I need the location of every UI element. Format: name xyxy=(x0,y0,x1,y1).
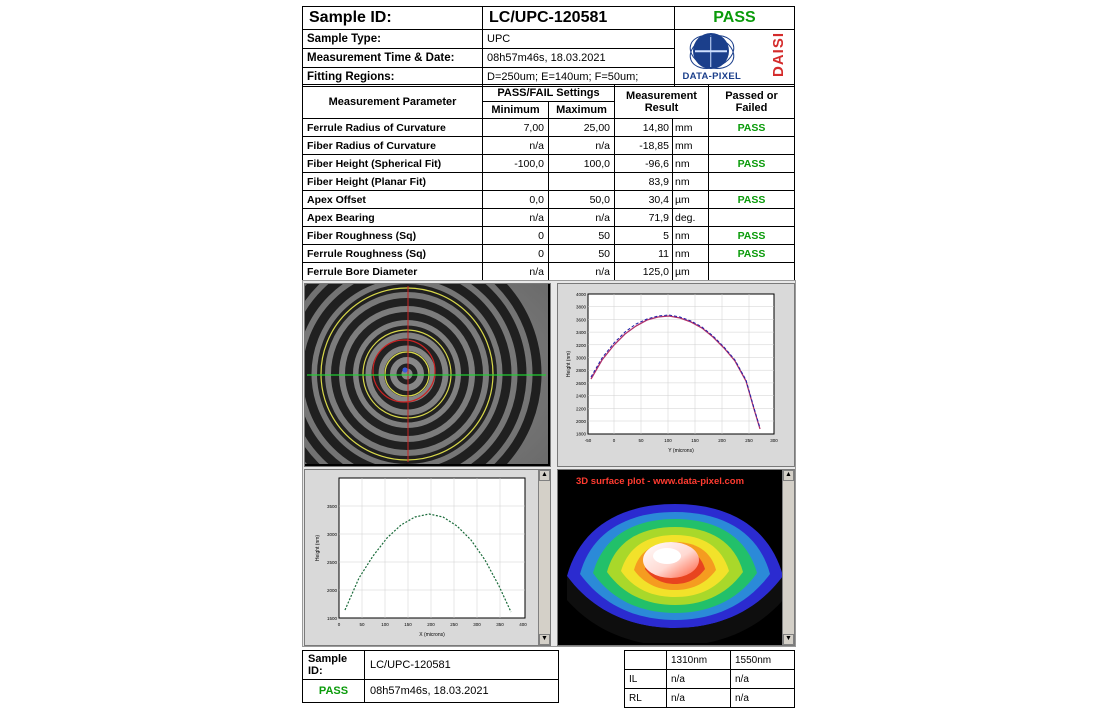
row-max: 25,00 xyxy=(549,119,615,137)
svg-text:3800: 3800 xyxy=(575,304,586,310)
surface-3d-panel[interactable] xyxy=(557,469,795,646)
y-profile-chart xyxy=(558,284,792,464)
svg-text:200: 200 xyxy=(718,438,726,443)
scroll-up-arrow[interactable]: ▲ xyxy=(783,470,794,481)
footer-sample-id-label: Sample ID: xyxy=(303,651,365,680)
footer-status-badge: PASS xyxy=(303,680,365,703)
row-result: 125,0 xyxy=(615,263,673,281)
rl-1310: n/a xyxy=(667,689,731,708)
row-status xyxy=(709,173,795,191)
il-1310: n/a xyxy=(667,670,731,689)
interferogram-image xyxy=(305,284,550,466)
loss-row-il xyxy=(625,670,795,689)
row-status xyxy=(709,263,795,281)
x-panel-vscrollbar[interactable] xyxy=(538,470,550,645)
row-parameter: Ferrule Bore Diameter xyxy=(303,263,483,281)
sample-type-label: Sample Type: xyxy=(303,30,483,49)
table-row xyxy=(303,155,795,173)
overall-status-badge: PASS xyxy=(675,7,795,30)
row-unit: mm xyxy=(673,119,709,137)
y-chart-ylabel: Height (nm) xyxy=(566,350,572,378)
report-header xyxy=(302,6,794,87)
row-unit: mm xyxy=(673,137,709,155)
row-status: PASS xyxy=(709,191,795,209)
svg-text:150: 150 xyxy=(691,438,699,443)
svg-text:100: 100 xyxy=(664,438,672,443)
footer-loss-table xyxy=(624,650,794,708)
table-row xyxy=(303,245,795,263)
row-parameter: Fiber Roughness (Sq) xyxy=(303,227,483,245)
x-profile-chart xyxy=(305,470,548,643)
svg-text:1500: 1500 xyxy=(326,616,337,621)
table-row xyxy=(303,191,795,209)
svg-text:3400: 3400 xyxy=(575,330,586,336)
surface-panel-vscrollbar[interactable] xyxy=(782,470,794,645)
svg-text:400: 400 xyxy=(519,622,527,627)
row-status: PASS xyxy=(709,245,795,263)
sample-id-value: LC/UPC-120581 xyxy=(483,7,675,30)
fitting-regions-value: D=250um; E=140um; F=50um; xyxy=(483,68,675,87)
svg-text:0: 0 xyxy=(612,438,616,443)
loss-corner-cell xyxy=(625,651,667,670)
interferogram-panel[interactable] xyxy=(304,283,551,467)
svg-text:300: 300 xyxy=(473,622,481,627)
rl-1550: n/a xyxy=(731,689,795,708)
row-result: -96,6 xyxy=(615,155,673,173)
svg-text:0: 0 xyxy=(337,622,341,627)
orbit2-icon xyxy=(684,29,738,75)
svg-text:-50: -50 xyxy=(584,438,592,443)
row-min: 0,0 xyxy=(483,191,549,209)
footer-sample-id-value: LC/UPC-120581 xyxy=(365,651,559,680)
plot3d-title: 3D surface plot - www.data-pixel.com xyxy=(576,476,745,487)
svg-text:2400: 2400 xyxy=(575,393,586,399)
svg-text:3000: 3000 xyxy=(575,355,586,361)
row-parameter: Apex Offset xyxy=(303,191,483,209)
svg-text:200: 200 xyxy=(427,622,435,627)
svg-text:1800: 1800 xyxy=(575,431,586,437)
table-row xyxy=(303,263,795,281)
svg-text:3000: 3000 xyxy=(326,532,337,537)
row-max: 50,0 xyxy=(549,191,615,209)
svg-text:3200: 3200 xyxy=(575,342,586,348)
row-max: n/a xyxy=(549,263,615,281)
col-settings-group: PASS/FAIL Settings xyxy=(483,85,615,102)
wavelength-1550: 1550nm xyxy=(731,651,795,670)
row-unit: nm xyxy=(673,173,709,191)
metric-name-il: IL xyxy=(625,670,667,689)
svg-text:2600: 2600 xyxy=(575,380,586,386)
row-status xyxy=(709,209,795,227)
row-max: 50 xyxy=(549,227,615,245)
metric-name-rl: RL xyxy=(625,689,667,708)
graphics-area xyxy=(302,280,796,647)
svg-text:2500: 2500 xyxy=(326,560,337,565)
row-min: 0 xyxy=(483,245,549,263)
scroll-down-arrow[interactable]: ▼ xyxy=(783,634,794,645)
col-result: Measurement Result xyxy=(615,85,709,119)
loss-row-rl xyxy=(625,689,795,708)
row-parameter: Fiber Height (Spherical Fit) xyxy=(303,155,483,173)
table-row xyxy=(303,137,795,155)
svg-text:50: 50 xyxy=(359,622,365,627)
measurement-table xyxy=(302,84,794,299)
svg-text:350: 350 xyxy=(496,622,504,627)
row-unit: nm xyxy=(673,227,709,245)
footer-sample-block xyxy=(302,650,558,703)
svg-text:2000: 2000 xyxy=(575,419,586,424)
x-profile-panel[interactable] xyxy=(304,469,551,646)
row-parameter: Ferrule Radius of Curvature xyxy=(303,119,483,137)
table-row xyxy=(303,119,795,137)
row-result: 30,4 xyxy=(615,191,673,209)
scroll-up-arrow[interactable]: ▲ xyxy=(539,470,550,481)
row-result: 83,9 xyxy=(615,173,673,191)
sample-id-label: Sample ID: xyxy=(303,7,483,30)
row-unit: deg. xyxy=(673,209,709,227)
x-chart-ylabel: Height (nm) xyxy=(315,534,321,562)
sample-type-value: UPC xyxy=(483,30,675,49)
table-row xyxy=(303,227,795,245)
svg-text:250: 250 xyxy=(450,622,458,627)
col-minimum: Minimum xyxy=(483,102,549,119)
svg-text:100: 100 xyxy=(381,622,389,627)
y-chart-xlabel: Y (microns) xyxy=(668,448,694,454)
svg-text:300: 300 xyxy=(770,438,778,443)
row-max: 100,0 xyxy=(549,155,615,173)
row-min: n/a xyxy=(483,137,549,155)
svg-text:50: 50 xyxy=(638,438,644,443)
svg-text:3500: 3500 xyxy=(326,504,337,509)
col-parameter: Measurement Parameter xyxy=(303,85,483,119)
row-unit: µm xyxy=(673,191,709,209)
row-min xyxy=(483,173,549,191)
row-unit: nm xyxy=(673,245,709,263)
row-status: PASS xyxy=(709,155,795,173)
row-min: 7,00 xyxy=(483,119,549,137)
row-parameter: Ferrule Roughness (Sq) xyxy=(303,245,483,263)
row-status: PASS xyxy=(709,119,795,137)
row-unit: nm xyxy=(673,155,709,173)
svg-text:2800: 2800 xyxy=(575,368,586,374)
row-max: n/a xyxy=(549,137,615,155)
svg-text:250: 250 xyxy=(745,438,753,443)
row-min: n/a xyxy=(483,263,549,281)
x-chart-xlabel: X (microns) xyxy=(419,632,445,638)
col-status: Passed or Failed xyxy=(709,85,795,119)
row-result: -18,85 xyxy=(615,137,673,155)
row-status: PASS xyxy=(709,227,795,245)
measurement-time-label: Measurement Time & Date: xyxy=(303,49,483,68)
row-unit: µm xyxy=(673,263,709,281)
row-parameter: Fiber Radius of Curvature xyxy=(303,137,483,155)
row-status xyxy=(709,137,795,155)
row-parameter: Fiber Height (Planar Fit) xyxy=(303,173,483,191)
row-min: 0 xyxy=(483,227,549,245)
footer-timestamp: 08h57m46s, 18.03.2021 xyxy=(365,680,559,703)
surface-3d-image xyxy=(558,470,792,643)
wavelength-1310: 1310nm xyxy=(667,651,731,670)
fitting-regions-label: Fitting Regions: xyxy=(303,68,483,87)
row-parameter: Apex Bearing xyxy=(303,209,483,227)
row-max: 50 xyxy=(549,245,615,263)
svg-text:3600: 3600 xyxy=(575,317,586,323)
svg-text:2000: 2000 xyxy=(326,588,337,593)
row-min: n/a xyxy=(483,209,549,227)
row-result: 5 xyxy=(615,227,673,245)
scroll-down-arrow[interactable]: ▼ xyxy=(539,634,550,645)
measurement-time-value: 08h57m46s, 18.03.2021 xyxy=(483,49,675,68)
y-profile-panel[interactable] xyxy=(557,283,795,467)
logo-brand: DATA-PIXEL xyxy=(682,71,742,82)
company-logo xyxy=(675,30,795,87)
svg-text:2200: 2200 xyxy=(575,406,586,412)
row-max xyxy=(549,173,615,191)
svg-text:4000: 4000 xyxy=(575,292,586,297)
row-result: 14,80 xyxy=(615,119,673,137)
table-row xyxy=(303,173,795,191)
row-min: -100,0 xyxy=(483,155,549,173)
table-row xyxy=(303,209,795,227)
svg-text:150: 150 xyxy=(404,622,412,627)
logo-product: DAISI xyxy=(769,32,787,78)
row-result: 11 xyxy=(615,245,673,263)
row-max: n/a xyxy=(549,209,615,227)
col-maximum: Maximum xyxy=(549,102,615,119)
il-1550: n/a xyxy=(731,670,795,689)
row-result: 71,9 xyxy=(615,209,673,227)
